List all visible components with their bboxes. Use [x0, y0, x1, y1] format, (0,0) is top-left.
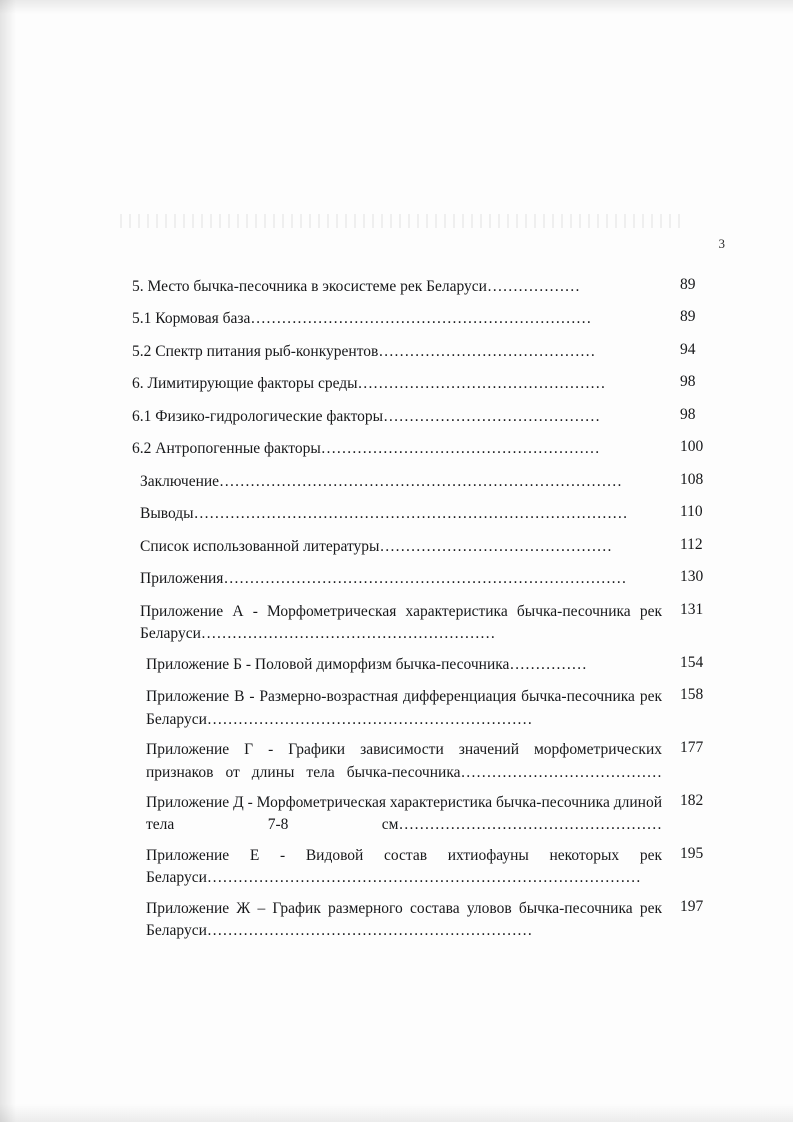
toc-entry[interactable] [118, 276, 738, 298]
page-edge-shadow-left [0, 0, 16, 1122]
toc-entry-title: Приложение Б - Половой диморфизм бычка-песочника…………… [146, 655, 587, 673]
toc-entry-page-number: 158 [680, 686, 704, 704]
toc-entry-page-number: 98 [680, 405, 696, 423]
toc-entry[interactable] [118, 568, 738, 590]
toc-entry-title: Приложение Е - Видовой состав ихтиофауны некоторых рек Беларуси………………………………………………………………………… [146, 846, 662, 887]
toc-entry-title: 6.2 Антропогенные факторы……………………………………………… [132, 440, 600, 458]
toc-entry-page-number: 182 [680, 791, 704, 809]
toc-entry[interactable] [118, 601, 738, 646]
toc-entry[interactable] [118, 471, 738, 493]
toc-entry-title: 5.2 Спектр питания рыб-конкурентов…………………………………… [132, 342, 596, 360]
toc-entry-title: Приложение Ж – График размерного состава уловов бычка-песочника рек Беларуси……………………………………………………… [146, 899, 662, 940]
toc-entry-title: 5.1 Кормовая база………………………………………………………… [132, 310, 592, 328]
toc-entry-page-number: 112 [680, 535, 703, 553]
toc-entry[interactable] [118, 686, 738, 731]
toc-entry-title: Заключение…………………………………………………………………… [140, 472, 623, 490]
toc-entry[interactable] [118, 341, 738, 363]
toc-entry-page-number: 130 [680, 568, 704, 586]
page-number: 3 [718, 236, 725, 251]
toc-entry-title: Приложения…………………………………………………………………… [140, 570, 627, 588]
toc-entry-page-number: 98 [680, 373, 696, 391]
toc-entry-page-number: 94 [680, 340, 696, 358]
toc-entry-title: 6.1 Физико-гидрологические факторы…………………………………… [132, 407, 601, 425]
table-of-contents [118, 276, 738, 951]
scan-artifact [120, 214, 680, 228]
toc-entry-title: 5. Место бычка-песочника в экосистеме рек Беларуси……………… [132, 278, 580, 295]
toc-entry-page-number: 110 [680, 503, 703, 521]
toc-entry[interactable] [118, 898, 738, 943]
toc-entry[interactable] [118, 438, 738, 460]
toc-entry[interactable] [118, 308, 738, 330]
page-edge-shadow-top [0, 0, 793, 14]
toc-entry-page-number: 89 [680, 308, 696, 326]
page-edge-shadow-bottom [0, 1104, 793, 1122]
toc-entry-page-number: 100 [680, 438, 704, 456]
toc-entry[interactable] [118, 845, 738, 890]
toc-entry-page-number: 177 [680, 739, 704, 757]
toc-entry-page-number: 195 [680, 844, 704, 862]
toc-entry-title: Приложение В - Размерно-возрастная дифференциация бычка-песочника рек Беларуси……………………………………………………… [146, 688, 662, 728]
toc-entry[interactable] [118, 503, 738, 525]
toc-entry[interactable] [118, 739, 738, 784]
toc-entry[interactable] [118, 792, 738, 837]
toc-entry-page-number: 131 [680, 600, 704, 618]
toc-entry-page-number: 89 [680, 276, 696, 293]
toc-entry-page-number: 154 [680, 653, 704, 671]
toc-entry[interactable] [118, 406, 738, 428]
toc-entry-title: Приложение А - Морфометрическая характеристика бычка-песочника рек Беларуси………………………………………………… [140, 602, 662, 643]
toc-entry-page-number: 197 [680, 897, 704, 915]
toc-entry[interactable] [118, 373, 738, 395]
toc-entry-title: Приложение Г - Графики зависимости значений морфометрических признаков от длины тела бычка-песочника………………………………… [146, 741, 662, 781]
toc-entry-title: Список использованной литературы……………………………………… [140, 537, 612, 555]
toc-entry[interactable] [118, 654, 738, 676]
toc-entry-title: Приложение Д - Морфометрическая характеристика бычка-песочника длиной тела 7-8 см…………………………………………… [146, 793, 662, 834]
toc-entry[interactable] [118, 536, 738, 558]
toc-entry-title: 6. Лимитирующие факторы среды………………………………………… [132, 375, 606, 393]
toc-entry-page-number: 108 [680, 470, 704, 488]
toc-entry-title: Выводы………………………………………………………………………… [140, 505, 628, 523]
